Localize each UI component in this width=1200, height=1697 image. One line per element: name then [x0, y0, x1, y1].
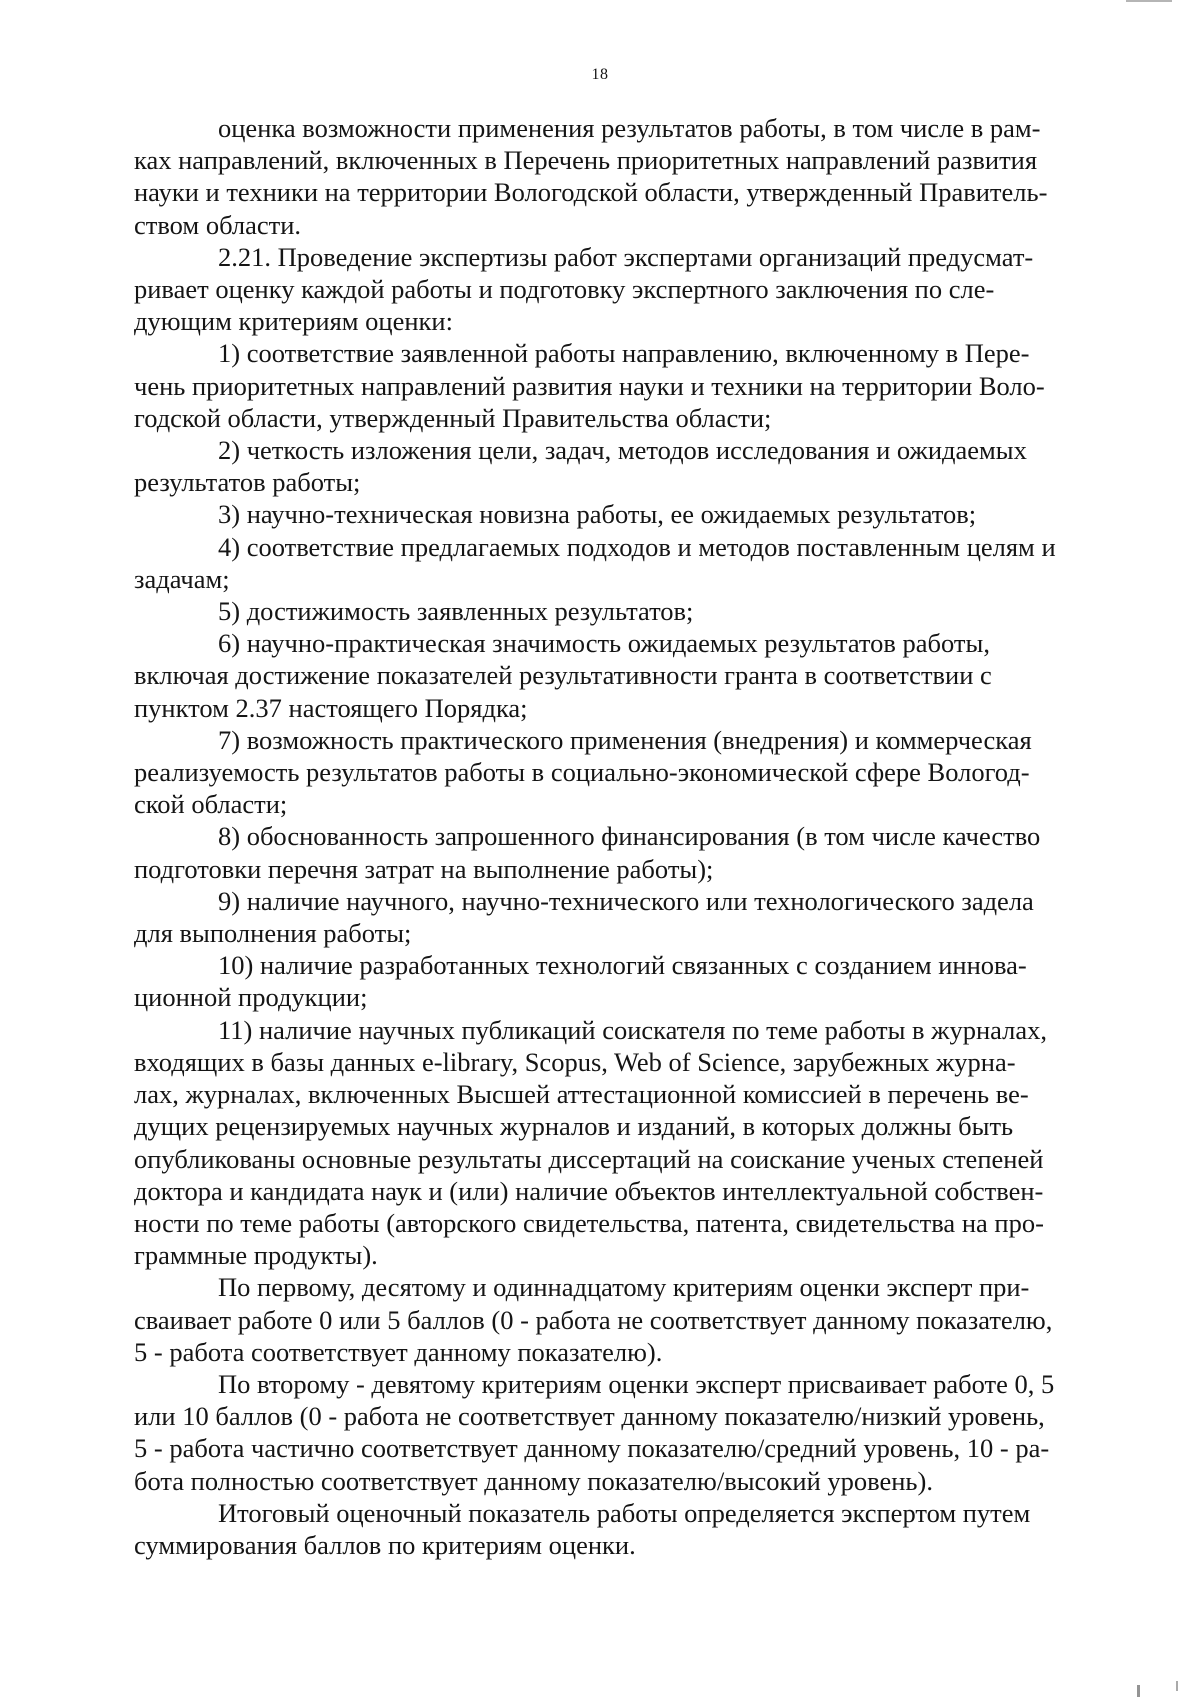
criterion-9: 9) наличие научного, научно-технического или технологического задела для выполнения работы; — [134, 885, 1034, 949]
page-number: 18 — [591, 66, 609, 83]
criterion-11: 11) наличие научных публикаций соискателя по теме работы в журналах, входящих в базы данных e-library, Scopus, Web of Science, зарубежных журна- лах, журналах, включенных Высшей аттестационной комиссией в перечень ве- дущих рецензируемых научных журналов и изданий, в которых должны быть опубликованы основные результаты диссертаций на соискание ученых степеней доктора и кандидата наук и (или) наличие объектов интеллектуальной собствен- ности по теме работы (авторского свидетельства, патента, свидетельства на про- граммные продукты). — [134, 1014, 1048, 1271]
document-body — [134, 112, 1122, 1561]
criterion-8: 8) обоснованность запрошенного финансирования (в том числе качество подготовки перечня затрат на выполнение работы); — [134, 821, 1041, 884]
criterion-2: 2) четкость изложения цели, задач, методов исследования и ожидаемых результатов работы; — [134, 435, 1027, 498]
criterion-4: 4) соответствие предлагаемых подходов и методов поставленным целям и задачам; — [134, 531, 1056, 594]
final-score-rule: Итоговый оценочный показатель работы определяется экспертом путем суммирования баллов по критериям оценки. — [134, 1497, 1031, 1560]
criterion-6: 6) научно-практическая значимость ожидаемых результатов работы, включая достижение показателей результативности гранта в соответствии с пунктом 2.37 настоящего Порядка; — [134, 628, 992, 723]
criterion-7: 7) возможность практического применения (внедрения) и коммерческая реализуемость результатов работы в социально-экономической сфере Вологод- ской области; — [134, 724, 1032, 820]
scan-mark-bottom-right — [1137, 1685, 1140, 1697]
criterion-5: 5) достижимость заявленных результатов; — [218, 596, 694, 627]
scoring-rule-first-tenth-eleventh: По первому, десятому и одиннадцатому критериям оценки эксперт при- сваивает работе 0 или 5 баллов (0 - работа не соответствует данному показателю, 5 - работа соответствует данному показателю). — [134, 1272, 1053, 1367]
criterion-1: 1) соответствие заявленной работы направлению, включенному в Пере- чень приоритетных направлений развития науки и техники на территории Воло- годской области, утвержденный Правительства области; — [134, 338, 1045, 433]
paragraph-2-21: 2.21. Проведение экспертизы работ экспертами организаций предусмат- ривает оценку каждой работы и подготовку экспертного заключения по сле- дующим критериям оценки: — [134, 241, 1034, 337]
scoring-rule-second-ninth: По второму - девятому критериям оценки эксперт присваивает работе 0, 5 или 10 баллов (0 - работа не соответствует данному показателю/низкий уровень, 5 - работа частично соответствует данному показателю/средний уровень, 10 - ра- бота полностью соответствует данному показателю/высокий уровень). — [134, 1368, 1055, 1496]
paragraph-intro-continuation: оценка возможности применения результатов работы, в том числе в рам- ках направлений, включенных в Перечень приоритетных направлений развития науки и техники на территории Вологодской области, утвержденный Правитель- ством области. — [134, 113, 1048, 240]
scan-mark-bottom-right-2 — [1176, 1681, 1178, 1691]
criterion-3: 3) научно-техническая новизна работы, ее ожидаемых результатов; — [218, 499, 977, 530]
criterion-10: 10) наличие разработанных технологий связанных с созданием иннова- ционной продукции; — [134, 950, 1027, 1013]
scan-mark-top-right — [1126, 0, 1172, 2]
